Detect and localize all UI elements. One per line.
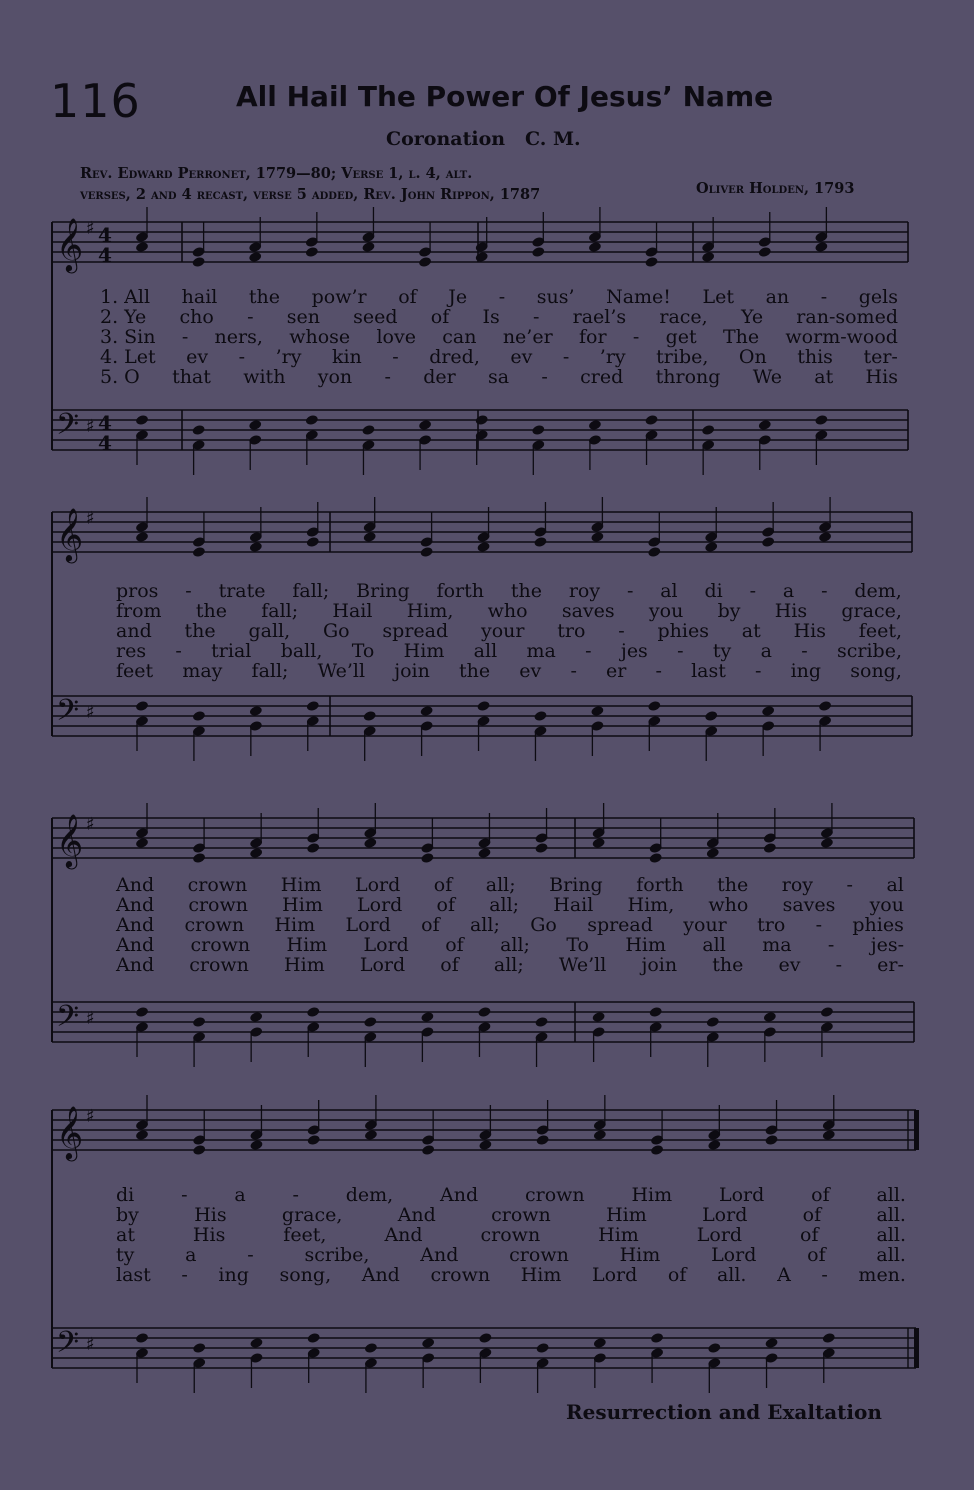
lyric-word: may bbox=[182, 660, 223, 682]
treble-clef-icon: 𝄞 bbox=[56, 217, 84, 271]
lyric-word: join bbox=[641, 954, 678, 976]
lyric-word: Him bbox=[598, 1224, 639, 1246]
lyric-word: sen bbox=[286, 306, 320, 328]
bass-clef-icon: 𝄢 bbox=[56, 694, 80, 735]
lyric-word: - bbox=[677, 640, 684, 662]
lyric-word: scribe, bbox=[304, 1244, 370, 1266]
lyric-word: all. bbox=[876, 1244, 906, 1266]
lyric-line bbox=[116, 934, 904, 956]
sharp-icon: ♯ bbox=[86, 1106, 95, 1127]
lyric-word: by bbox=[116, 1204, 139, 1226]
lyric-word: - bbox=[801, 640, 808, 662]
lyric-word: crown bbox=[190, 934, 251, 956]
lyric-word: forth bbox=[636, 874, 684, 896]
hymn-number: 116 bbox=[50, 74, 141, 128]
lyric-word: And bbox=[116, 954, 155, 976]
lyric-word: Lord bbox=[718, 1184, 765, 1206]
lyric-word: tro bbox=[757, 914, 786, 936]
lyric-word: We’ll bbox=[317, 660, 366, 682]
music-credit: Oliver Holden, 1793 bbox=[696, 180, 855, 197]
lyric-word: roy bbox=[568, 580, 601, 602]
lyric-word: al bbox=[660, 580, 678, 602]
lyric-word: trial bbox=[211, 640, 252, 662]
lyric-word: - bbox=[821, 1264, 828, 1286]
lyric-word: at bbox=[741, 620, 761, 642]
lyric-word: all; bbox=[485, 874, 516, 896]
lyric-word: er bbox=[606, 660, 627, 682]
lyric-word: Him bbox=[282, 894, 323, 916]
lyric-word: seed bbox=[353, 306, 398, 328]
lyric-word: saves bbox=[561, 600, 615, 622]
lyric-line bbox=[116, 874, 904, 896]
lyric-word: roy bbox=[781, 874, 814, 896]
lyric-word: of bbox=[440, 954, 459, 976]
lyric-word: a bbox=[782, 580, 795, 602]
sharp-icon: ♯ bbox=[86, 508, 95, 529]
lyric-word: phies bbox=[657, 620, 709, 642]
lyric-word: tro bbox=[557, 620, 586, 642]
lyric-word: can bbox=[442, 326, 477, 348]
lyric-word: jes- bbox=[870, 934, 904, 956]
lyric-word: of bbox=[800, 1224, 819, 1246]
lyric-word: gels bbox=[858, 286, 898, 308]
lyric-word: at bbox=[814, 366, 834, 388]
lyric-word: a bbox=[760, 640, 772, 662]
lyric-word: Him bbox=[280, 874, 322, 896]
lyric-word: - bbox=[570, 660, 577, 682]
lyric-word: - bbox=[292, 1184, 299, 1206]
lyric-word: - bbox=[185, 580, 192, 602]
sharp-icon: ♯ bbox=[86, 1008, 95, 1029]
lyric-word: crown bbox=[187, 874, 248, 896]
lyric-word: Him bbox=[403, 640, 445, 662]
lyric-word: Ye bbox=[740, 306, 764, 328]
treble-time-signature-bottom: 4 bbox=[98, 243, 112, 267]
lyric-word: all; bbox=[489, 894, 520, 916]
lyric-word: - bbox=[846, 874, 853, 896]
lyric-line bbox=[116, 1264, 906, 1286]
lyric-word: of bbox=[811, 1184, 830, 1206]
lyric-word: res bbox=[116, 640, 147, 662]
lyric-word: er- bbox=[877, 954, 904, 976]
sharp-icon: ♯ bbox=[86, 1334, 95, 1355]
lyric-word: Lord bbox=[711, 1244, 757, 1266]
lyric-word: all; bbox=[493, 954, 524, 976]
sharp-icon: ♯ bbox=[86, 218, 95, 239]
lyric-word: - bbox=[821, 580, 828, 602]
lyric-word: - bbox=[384, 366, 391, 388]
lyric-word: feet bbox=[116, 660, 154, 682]
lyric-word: gall, bbox=[248, 620, 291, 642]
lyric-word: His bbox=[774, 600, 808, 622]
lyric-word: And bbox=[420, 1244, 459, 1266]
lyric-word: the bbox=[184, 620, 216, 642]
lyric-line bbox=[116, 600, 902, 622]
lyric-line bbox=[116, 640, 902, 662]
lyric-word: who bbox=[487, 600, 528, 622]
lyric-word: race, bbox=[659, 306, 708, 328]
lyric-word: And bbox=[116, 894, 155, 916]
lyric-word: 2. Ye bbox=[100, 306, 147, 328]
lyric-word: ing bbox=[218, 1264, 249, 1286]
treble-clef-icon: 𝄞 bbox=[56, 1105, 84, 1159]
lyric-word: scribe, bbox=[837, 640, 902, 662]
lyric-word: cho bbox=[179, 306, 214, 328]
lyric-line bbox=[100, 286, 898, 308]
lyric-word: - bbox=[562, 346, 570, 368]
lyric-word: saves bbox=[782, 894, 836, 916]
treble-time-signature-top: 4 bbox=[98, 223, 112, 247]
lyric-word: the bbox=[510, 580, 542, 602]
lyric-word: al bbox=[886, 874, 904, 896]
bass-time-signature-top: 4 bbox=[98, 411, 112, 435]
lyric-word: Let bbox=[702, 286, 735, 308]
lyric-line bbox=[100, 306, 898, 328]
lyric-word: ne’er bbox=[502, 326, 553, 348]
lyric-word: your bbox=[480, 620, 525, 642]
lyric-word: by bbox=[717, 600, 741, 622]
lyric-word: all. bbox=[876, 1204, 906, 1226]
lyric-word: - bbox=[498, 286, 506, 308]
lyric-word: His bbox=[194, 1204, 227, 1226]
lyric-word: song, bbox=[850, 660, 902, 682]
lyric-word: - bbox=[626, 580, 634, 602]
lyric-word: at bbox=[116, 1224, 135, 1246]
lyric-word: throng bbox=[655, 366, 721, 388]
lyric-word: - bbox=[181, 1184, 188, 1206]
lyric-word: der bbox=[423, 366, 456, 388]
lyric-word: crown bbox=[189, 954, 249, 976]
lyric-word: cred bbox=[580, 366, 624, 388]
lyric-word: And bbox=[397, 1204, 436, 1226]
lyric-word: Name! bbox=[606, 286, 671, 308]
lyric-word: 1. All bbox=[100, 286, 151, 308]
lyric-word: the bbox=[717, 874, 749, 896]
lyric-word: crown bbox=[524, 1184, 585, 1206]
lyric-word: 5. O bbox=[100, 366, 140, 388]
lyric-line bbox=[116, 894, 904, 916]
lyric-word: all. bbox=[876, 1224, 906, 1246]
lyric-line bbox=[116, 660, 902, 682]
lyric-word: with bbox=[243, 366, 286, 388]
lyric-word: all. bbox=[876, 1184, 906, 1206]
lyric-word: worm-wood bbox=[785, 326, 898, 348]
lyric-word: crown bbox=[491, 1204, 551, 1226]
lyric-word: all bbox=[702, 934, 726, 956]
sharp-icon: ♯ bbox=[86, 702, 95, 723]
lyric-line bbox=[116, 1244, 906, 1266]
lyric-word: - bbox=[247, 306, 254, 328]
bass-clef-icon: 𝄢 bbox=[56, 408, 80, 449]
lyric-word: last bbox=[691, 660, 726, 682]
lyric-word: The bbox=[722, 326, 760, 348]
lyric-line bbox=[100, 326, 898, 348]
sharp-icon: ♯ bbox=[86, 416, 95, 437]
lyric-word: 3. Sin bbox=[100, 326, 156, 348]
lyric-word: - bbox=[585, 640, 592, 662]
lyric-word: from bbox=[116, 600, 162, 622]
lyric-word: ev bbox=[778, 954, 801, 976]
lyric-word: Je bbox=[448, 286, 468, 308]
lyric-word: dem, bbox=[345, 1184, 394, 1206]
lyric-word: Lord bbox=[591, 1264, 638, 1286]
lyric-line bbox=[116, 1224, 906, 1246]
lyric-line bbox=[116, 620, 902, 642]
lyric-word: join bbox=[394, 660, 430, 682]
lyric-word: a bbox=[234, 1184, 246, 1206]
lyric-word: On bbox=[738, 346, 767, 368]
lyric-word: yon bbox=[317, 366, 353, 388]
lyric-word: of bbox=[433, 874, 453, 896]
lyric-word: ners, bbox=[214, 326, 263, 348]
lyric-word: you bbox=[869, 894, 904, 916]
lyric-word: Bring bbox=[356, 580, 410, 602]
lyric-word: trate bbox=[218, 580, 266, 602]
lyric-word: ma bbox=[526, 640, 556, 662]
lyric-word: Him bbox=[625, 934, 666, 956]
lyric-word: of bbox=[436, 894, 456, 916]
lyric-word: ran-somed bbox=[796, 306, 898, 328]
lyric-word: crown bbox=[509, 1244, 569, 1266]
lyric-word: Lord bbox=[363, 934, 409, 956]
lyric-word: you bbox=[648, 600, 684, 622]
lyric-word: ’ry bbox=[275, 346, 302, 368]
lyric-word: of bbox=[802, 1204, 822, 1226]
lyric-word: Lord bbox=[345, 914, 391, 936]
lyric-word: of bbox=[667, 1264, 687, 1286]
bass-clef-icon: 𝄢 bbox=[56, 1326, 80, 1367]
lyric-word: Hail bbox=[553, 894, 594, 916]
lyric-word: an bbox=[765, 286, 790, 308]
bass-time-signature-bottom: 4 bbox=[98, 431, 112, 455]
lyric-word: ty bbox=[712, 640, 732, 662]
lyric-word: To bbox=[351, 640, 375, 662]
lyric-word: And bbox=[116, 874, 155, 896]
lyric-word: ev bbox=[519, 660, 542, 682]
lyric-word: And bbox=[116, 914, 155, 936]
words-credit-line: verses, 2 and 4 recast, verse 5 added, Rev. John Rippon, 1787 bbox=[80, 186, 541, 203]
lyric-word: song, bbox=[279, 1264, 332, 1286]
lyric-word: ter- bbox=[863, 346, 898, 368]
lyric-word: whose bbox=[289, 326, 351, 348]
lyric-word: His bbox=[865, 366, 898, 388]
lyric-word: Him bbox=[520, 1264, 562, 1286]
lyric-word: His bbox=[793, 620, 826, 642]
lyric-word: jes bbox=[620, 640, 648, 662]
lyric-word: feet, bbox=[858, 620, 902, 642]
lyric-word: To bbox=[566, 934, 589, 956]
lyric-word: Him, bbox=[627, 894, 675, 916]
lyric-word: of bbox=[430, 306, 450, 328]
lyric-word: ’ry bbox=[599, 346, 626, 368]
lyric-word: - bbox=[755, 660, 762, 682]
lyric-word: ball, bbox=[280, 640, 323, 662]
lyric-word: Him bbox=[274, 914, 316, 936]
lyric-word: ma bbox=[762, 934, 792, 956]
lyric-word: kin bbox=[331, 346, 362, 368]
lyric-word: - bbox=[541, 366, 548, 388]
lyric-word: Lord bbox=[357, 894, 403, 916]
lyric-word: of bbox=[421, 914, 440, 936]
lyric-word: spread bbox=[587, 914, 653, 936]
lyric-line bbox=[116, 954, 904, 976]
lyric-word: all. bbox=[716, 1264, 747, 1286]
lyric-word: the bbox=[712, 954, 744, 976]
lyric-word: pow’r bbox=[311, 286, 367, 308]
lyric-word: grace, bbox=[281, 1204, 343, 1226]
lyric-word: get bbox=[665, 326, 697, 348]
lyric-line bbox=[116, 580, 902, 602]
lyric-word: forth bbox=[436, 580, 484, 602]
lyric-word: Lord bbox=[359, 954, 406, 976]
lyric-word: Lord bbox=[696, 1224, 743, 1246]
lyric-word: - bbox=[238, 346, 246, 368]
lyric-word: the bbox=[195, 600, 227, 622]
lyric-word: We’ll bbox=[558, 954, 607, 976]
lyric-word: ty bbox=[116, 1244, 135, 1266]
lyric-word: crown bbox=[188, 894, 248, 916]
lyric-word: Bring bbox=[549, 874, 603, 896]
lyric-word: that bbox=[172, 366, 211, 388]
lyric-word: crown bbox=[480, 1224, 541, 1246]
lyric-word: fall; bbox=[261, 600, 299, 622]
lyric-word: And bbox=[440, 1184, 479, 1206]
lyric-word: - bbox=[181, 1264, 188, 1286]
lyric-word: phies bbox=[852, 914, 904, 936]
lyric-word: love bbox=[376, 326, 416, 348]
words-credit-line: Rev. Edward Perronet, 1779—80; Verse 1, l. 4, alt. bbox=[80, 165, 473, 182]
lyric-line bbox=[100, 366, 898, 388]
lyric-word: Him bbox=[619, 1244, 661, 1266]
lyric-word: - bbox=[392, 346, 399, 368]
lyric-word: His bbox=[192, 1224, 226, 1246]
lyric-word: Hail bbox=[332, 600, 373, 622]
lyric-word: fall; bbox=[292, 580, 330, 602]
lyric-word: sa bbox=[488, 366, 510, 388]
lyric-word: last bbox=[116, 1264, 151, 1286]
lyric-word: crown bbox=[430, 1264, 491, 1286]
lyric-word: And bbox=[384, 1224, 423, 1246]
lyric-word: 4. Let bbox=[100, 346, 156, 368]
lyric-word: feet, bbox=[283, 1224, 327, 1246]
lyric-word: di bbox=[704, 580, 723, 602]
hymn-title: All Hail The Power Of Jesus’ Name bbox=[236, 80, 774, 113]
lyric-word: Him bbox=[286, 934, 328, 956]
lyric-word: of bbox=[445, 934, 464, 956]
lyric-line bbox=[100, 346, 898, 368]
lyric-word: - bbox=[181, 326, 189, 348]
lyric-word: Him bbox=[631, 1184, 673, 1206]
bass-clef-icon: 𝄢 bbox=[56, 1000, 80, 1041]
lyric-word: spread bbox=[382, 620, 449, 642]
lyric-word: - bbox=[655, 660, 662, 682]
lyric-word: ing bbox=[790, 660, 822, 682]
lyric-word: sus’ bbox=[536, 286, 575, 308]
lyric-word: fall; bbox=[251, 660, 289, 682]
lyric-word: And bbox=[116, 934, 155, 956]
lyric-word: and bbox=[116, 620, 152, 642]
lyric-word: crown bbox=[184, 914, 245, 936]
lyric-word: rael’s bbox=[572, 306, 627, 328]
lyric-word: of bbox=[398, 286, 417, 308]
meter: C. M. bbox=[524, 128, 581, 150]
lyric-word: dred, bbox=[429, 346, 480, 368]
lyric-word: - bbox=[815, 914, 823, 936]
lyric-word: the bbox=[459, 660, 491, 682]
lyric-word: tribe, bbox=[656, 346, 709, 368]
category-footer: Resurrection and Exaltation bbox=[566, 1400, 882, 1424]
lyric-word: pros bbox=[116, 580, 159, 602]
lyric-word: Him, bbox=[406, 600, 454, 622]
lyric-word: - bbox=[532, 306, 540, 328]
lyric-word: hail bbox=[181, 286, 218, 308]
lyric-word: this bbox=[797, 346, 833, 368]
lyric-word: - bbox=[247, 1244, 254, 1266]
lyric-word: Go bbox=[530, 914, 557, 936]
lyric-word: We bbox=[752, 366, 782, 388]
tune-name: Coronation bbox=[386, 128, 506, 150]
lyric-word: the bbox=[248, 286, 281, 308]
lyric-word: - bbox=[175, 640, 182, 662]
lyric-word: - bbox=[618, 620, 625, 642]
lyric-word: Is bbox=[482, 306, 500, 328]
lyric-word: - bbox=[820, 286, 828, 308]
lyric-word: grace, bbox=[841, 600, 902, 622]
lyric-word: A bbox=[777, 1264, 791, 1286]
lyric-word: di bbox=[116, 1184, 135, 1206]
lyric-word: Go bbox=[322, 620, 350, 642]
lyric-word: of bbox=[807, 1244, 826, 1266]
lyric-word: - bbox=[749, 580, 757, 602]
lyric-word: Him bbox=[606, 1204, 647, 1226]
lyric-word: all; bbox=[500, 934, 530, 956]
lyric-line bbox=[116, 1204, 906, 1226]
sharp-icon: ♯ bbox=[86, 814, 95, 835]
lyric-word: Lord bbox=[354, 874, 401, 896]
lyric-word: dem, bbox=[854, 580, 902, 602]
lyric-word: Him bbox=[284, 954, 325, 976]
lyric-word: men. bbox=[858, 1264, 906, 1286]
lyric-word: all; bbox=[469, 914, 500, 936]
treble-clef-icon: 𝄞 bbox=[56, 507, 84, 561]
lyric-word: - bbox=[632, 326, 640, 348]
lyric-word: - bbox=[835, 954, 843, 976]
lyric-word: - bbox=[827, 934, 835, 956]
lyric-word: ev bbox=[510, 346, 533, 368]
treble-clef-icon: 𝄞 bbox=[56, 813, 84, 867]
lyric-line bbox=[116, 914, 904, 936]
lyric-word: Lord bbox=[702, 1204, 748, 1226]
lyric-word: all bbox=[473, 640, 498, 662]
lyric-word: who bbox=[708, 894, 749, 916]
lyric-word: for bbox=[578, 326, 607, 348]
lyric-word: ev bbox=[186, 346, 209, 368]
lyric-word: And bbox=[361, 1264, 400, 1286]
lyric-word: your bbox=[683, 914, 727, 936]
lyric-line bbox=[116, 1184, 906, 1206]
lyric-word: a bbox=[185, 1244, 197, 1266]
